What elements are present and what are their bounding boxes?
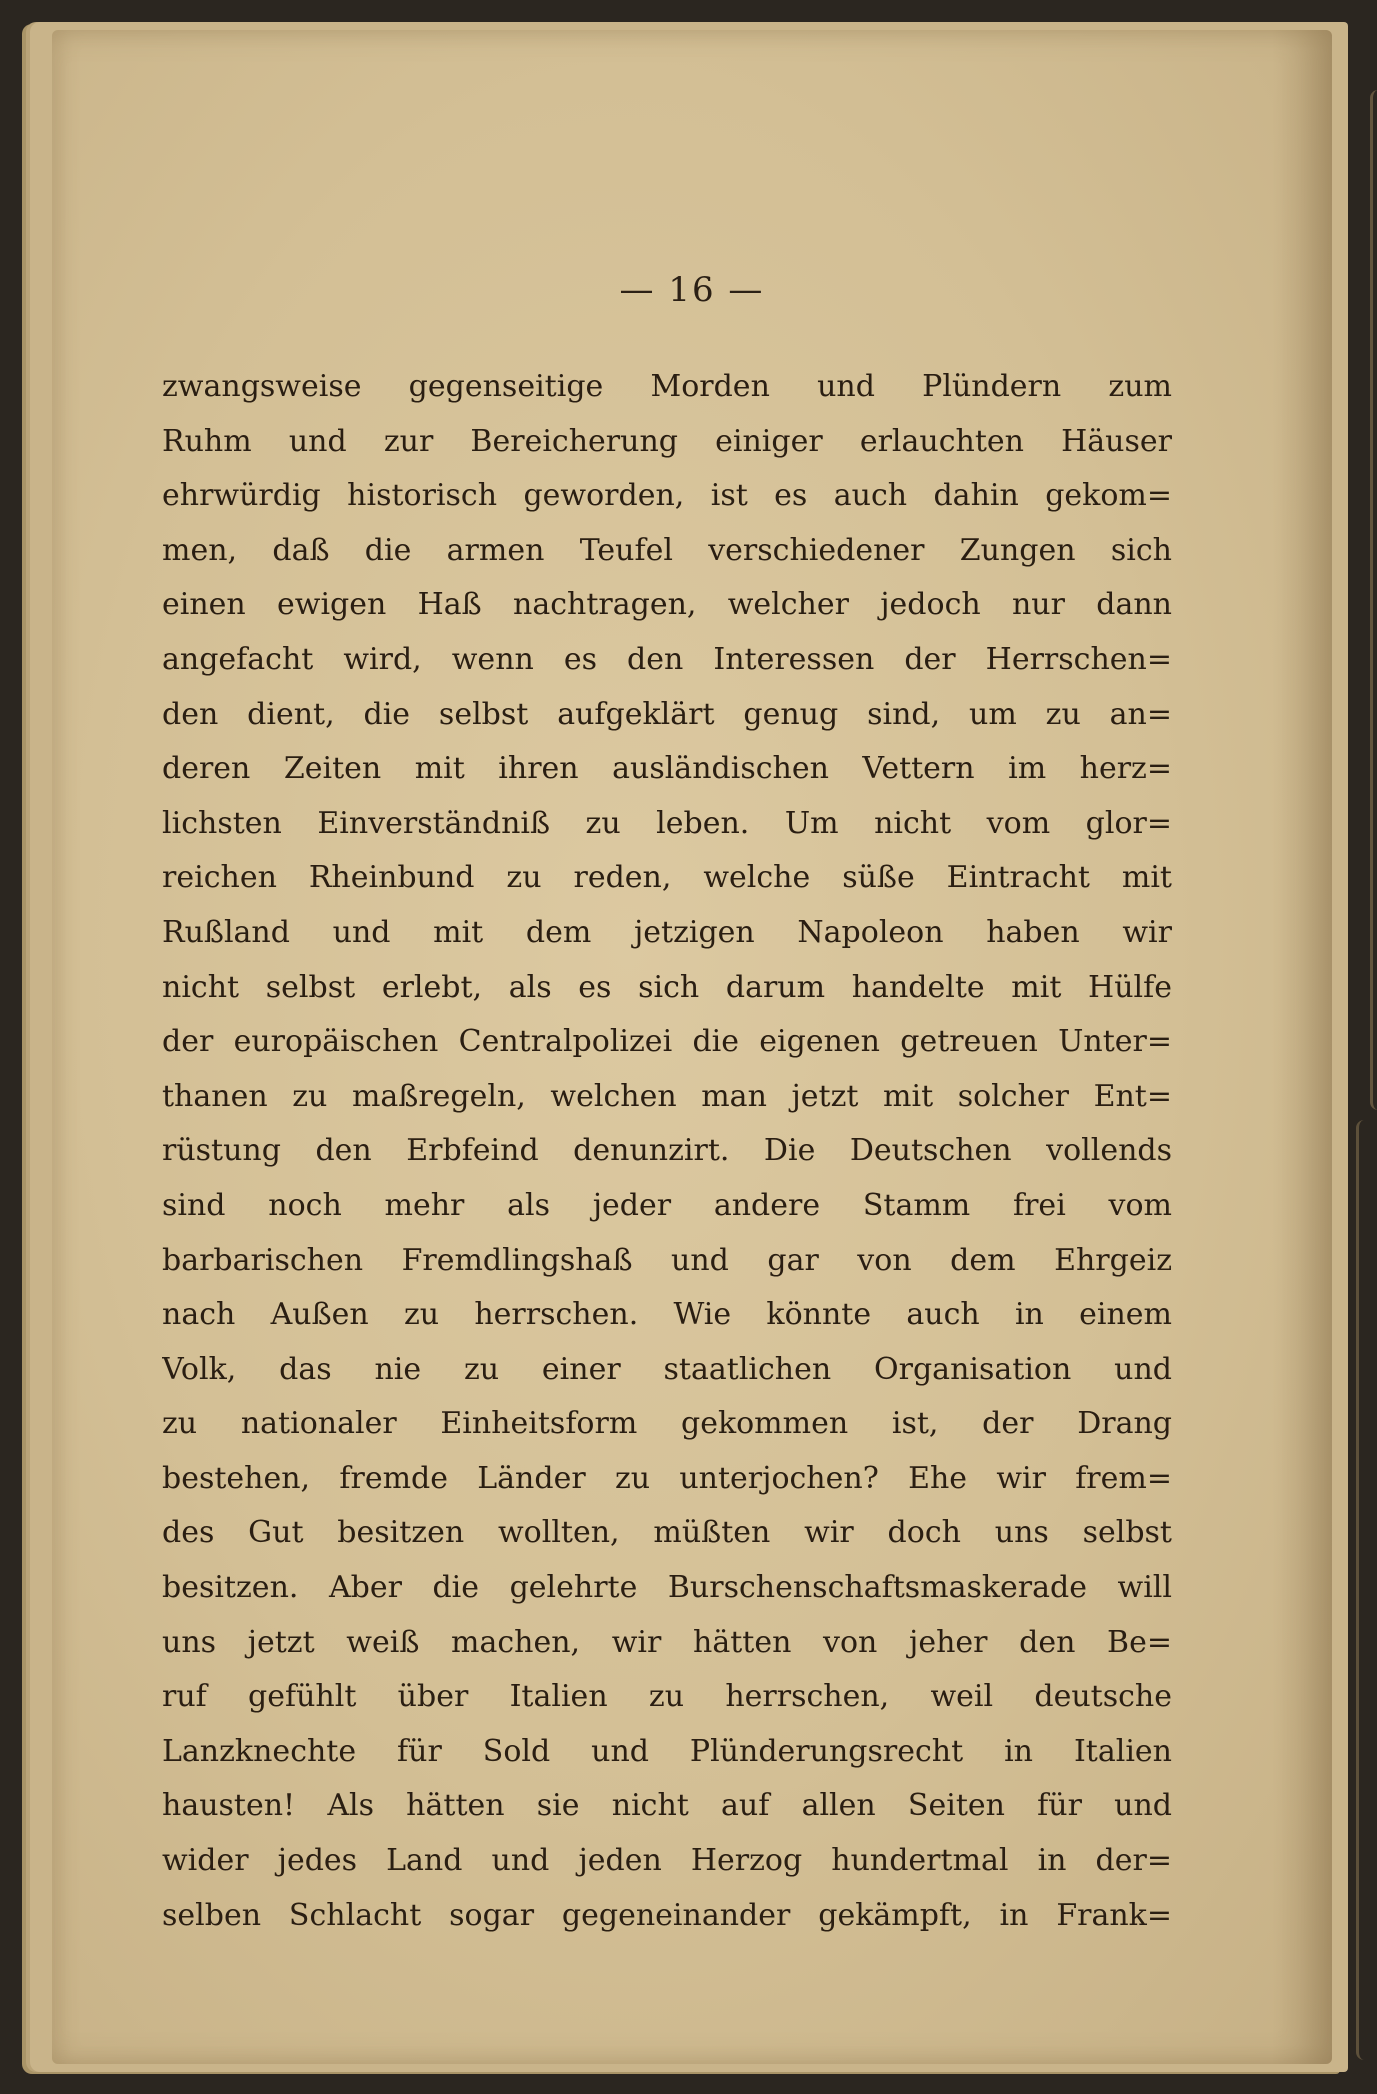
- text-line: bestehen, fremde Länder zu unterjochen? Ehe wir frem=: [162, 1460, 1172, 1496]
- torn-page-edge: [1370, 90, 1377, 1110]
- text-line: angefacht wird, wenn es den Interessen der Herrschen=: [162, 641, 1172, 677]
- text-line: Lanzknechte für Sold und Plünderungsrecht in Italien: [162, 1733, 1172, 1769]
- text-line: nach Außen zu herrschen. Wie könnte auch in einem: [162, 1297, 1172, 1333]
- text-line: der europäischen Centralpolizei die eigenen getreuen Unter=: [162, 1024, 1172, 1060]
- page-number: — 16 —: [619, 270, 765, 310]
- text-line: einen ewigen Haß nachtragen, welcher jedoch nur dann: [162, 587, 1172, 623]
- text-line: selben Schlacht sogar gegeneinander gekämpft, in Frank=: [162, 1897, 1172, 1933]
- text-line: nicht selbst erlebt, als es sich darum handelte mit Hülfe: [162, 969, 1172, 1005]
- text-line: barbarischen Fremdlingshaß und gar von dem Ehrgeiz: [162, 1242, 1172, 1278]
- text-line: des Gut besitzen wollten, müßten wir doch uns selbst: [162, 1515, 1172, 1551]
- text-line: zu nationaler Einheitsform gekommen ist, der Drang: [162, 1406, 1172, 1442]
- text-line: uns jetzt weiß machen, wir hätten von jeher den Be=: [162, 1624, 1172, 1660]
- text-line: rüstung den Erbfeind denunzirt. Die Deutschen vollends: [162, 1133, 1172, 1169]
- book-page: [52, 30, 1332, 2064]
- text-line: wider jedes Land und jeden Herzog hundertmal in der=: [162, 1843, 1172, 1879]
- text-line: Ruhm und zur Bereicherung einiger erlauchten Häuser: [162, 423, 1172, 459]
- text-line: lichsten Einverständniß zu leben. Um nicht vom glor=: [162, 805, 1172, 841]
- text-line: hausten! Als hätten sie nicht auf allen Seiten für und: [162, 1788, 1172, 1824]
- text-line: ruf gefühlt über Italien zu herrschen, weil deutsche: [162, 1679, 1172, 1715]
- text-line: ehrwürdig historisch geworden, ist es auch dahin gekom=: [162, 478, 1172, 514]
- text-line: den dient, die selbst aufgeklärt genug sind, um zu an=: [162, 696, 1172, 732]
- text-line: Rußland und mit dem jetzigen Napoleon haben wir: [162, 914, 1172, 950]
- torn-page-edge-lower: [1356, 1120, 1377, 2060]
- text-line: besitzen. Aber die gelehrte Burschenschaftsmaskerade will: [162, 1570, 1172, 1606]
- text-line: thanen zu maßregeln, welchen man jetzt mit solcher Ent=: [162, 1078, 1172, 1114]
- text-line: sind noch mehr als jeder andere Stamm frei vom: [162, 1187, 1172, 1223]
- page-fold-shadow: [1272, 30, 1332, 2064]
- text-line: Volk, das nie zu einer staatlichen Organisation und: [162, 1351, 1172, 1387]
- text-line: reichen Rheinbund zu reden, welche süße Eintracht mit: [162, 860, 1172, 896]
- body-text: [162, 360, 1172, 1943]
- text-line: men, daß die armen Teufel verschiedener Zungen sich: [162, 532, 1172, 568]
- text-line: deren Zeiten mit ihren ausländischen Vettern im herz=: [162, 751, 1172, 787]
- text-line: zwangsweise gegenseitige Morden und Plündern zum: [162, 369, 1172, 404]
